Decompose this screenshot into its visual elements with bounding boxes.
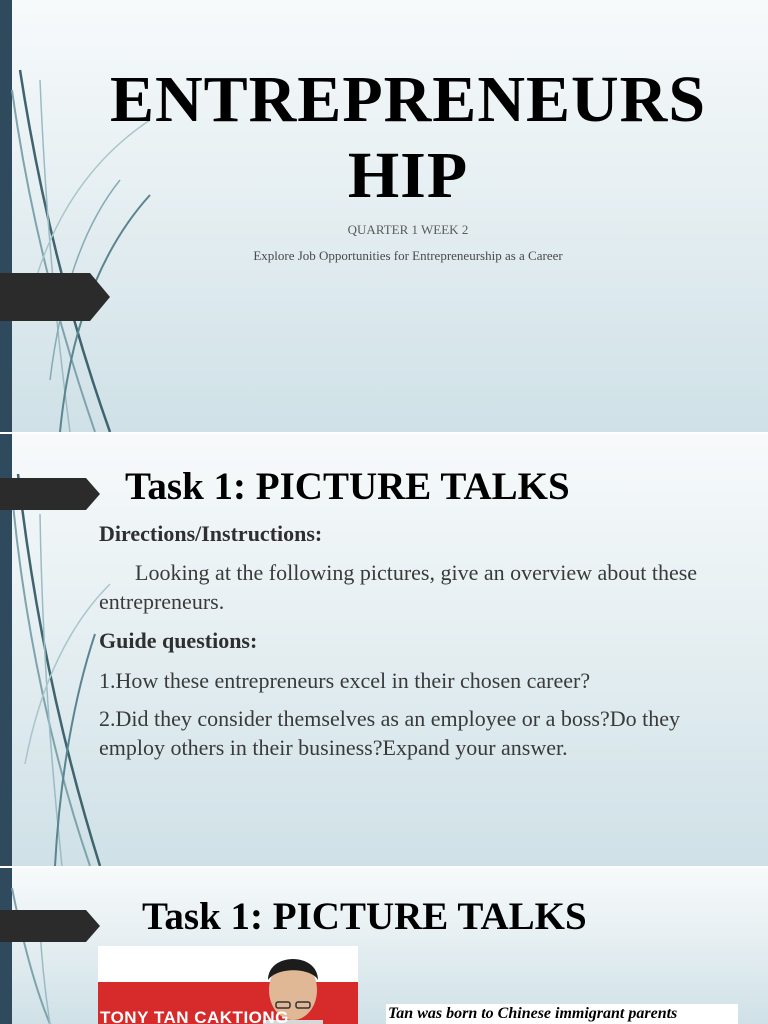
quarter-week-label: QUARTER 1 WEEK 2	[347, 222, 469, 237]
arrow-tab-icon	[0, 910, 100, 942]
arrow-tab-icon	[0, 478, 100, 510]
arrow-tab-icon	[0, 273, 110, 321]
entrepreneur-photo	[98, 946, 358, 1024]
photo-name-label: TONY TAN CAKTIONG	[100, 1008, 289, 1024]
task-title: Task 1: PICTURE TALKS	[142, 895, 587, 938]
lesson-subtitle: Explore Job Opportunities for Entrepreneurship as a Career	[253, 248, 563, 263]
task-title: Task 1: PICTURE TALKS	[125, 465, 570, 508]
presentation-title: ENTREPRENEURS HIP	[109, 63, 707, 212]
slide-picture	[0, 868, 768, 1024]
directions-heading: Directions/Instructions:	[99, 521, 323, 546]
slide-task-directions	[0, 434, 768, 866]
guide-questions-heading: Guide questions:	[99, 628, 258, 653]
directions-text: Looking at the following pictures, give an overview about these entrepreneurs.	[99, 560, 698, 614]
photo-caption: Tan was born to Chinese immigrant parents	[386, 1004, 738, 1024]
accent-bar	[0, 0, 12, 432]
accent-bar	[0, 868, 12, 1024]
guide-question-2: 2.Did they consider themselves as an employee or a boss?Do they employ others in their business?Expand your answer.	[99, 706, 681, 760]
slide-title	[0, 0, 768, 432]
guide-question-1: 1.How these entrepreneurs excel in their chosen career?	[99, 668, 591, 693]
